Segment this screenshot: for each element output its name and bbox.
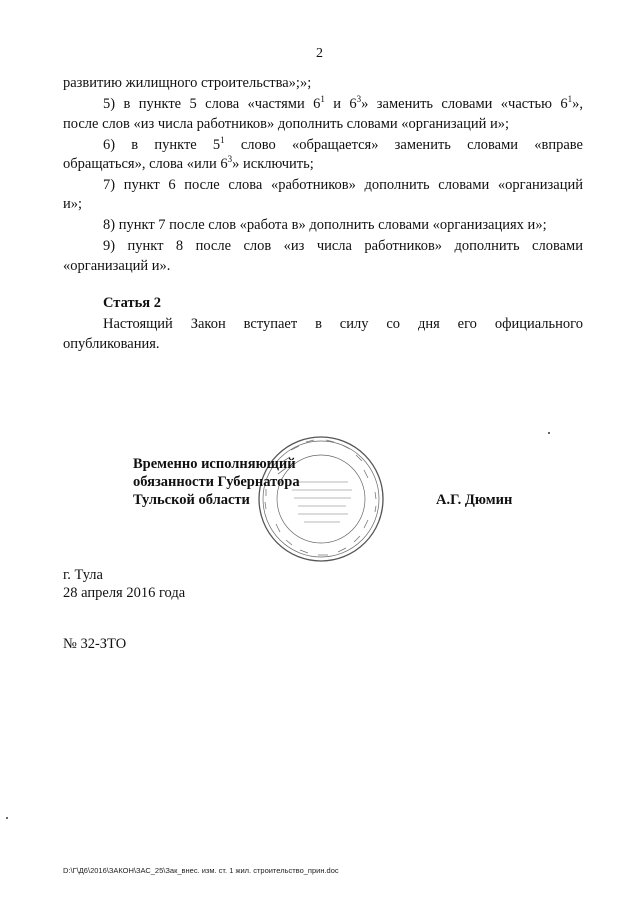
signatory-name: А.Г. Дюмин [436, 492, 513, 508]
amendment-item-6-line2: обращаться», слова «или $6^3$» исключить; [63, 154, 314, 172]
amendment-item-5-line1: 5) в пункте 5 слова «частями $6^1$ и $6^3$» заменить словами «частью $6^1$», [103, 94, 583, 112]
signatory-title-line2: обязанности Губернатора [133, 474, 300, 490]
amendment-item-7-line1: 7) пункт 6 после слова «работников» дополнить словами «организаций [103, 177, 583, 193]
official-seal-stamp [256, 434, 386, 564]
scan-speck [548, 432, 550, 434]
signatory-title-line3: Тульской области [133, 492, 250, 508]
page-number: 2 [316, 46, 323, 61]
scan-speck [6, 817, 8, 819]
article-2-heading: Статья 2 [103, 295, 161, 311]
amendment-item-6-line1: 6) в пункте $5^1$ слово «обращается» заменить словами «вправе [103, 135, 583, 153]
footer-file-path: D:\Г\Д6\2016\ЗАКОН\ЗАС_25\Зак_внес. изм. ст. 1 жил. строительство_прин.doc [63, 866, 339, 875]
amendment-item-9-line1: 9) пункт 8 после слов «из числа работников» дополнить словами [103, 238, 583, 254]
amendment-continuation-line: развитию жилищного строительства»;»; [63, 75, 312, 91]
signing-place: г. Тула [63, 567, 103, 583]
article-2-text-line2: опубликования. [63, 336, 160, 352]
law-number: № 32-ЗТО [63, 636, 127, 652]
amendment-item-9-line2: «организаций и». [63, 258, 171, 274]
amendment-item-8-line1: 8) пункт 7 после слов «работа в» дополнить словами «организациях и»; [103, 217, 547, 233]
article-2-text-line1: Настоящий Закон вступает в силу со дня его официального [103, 316, 583, 332]
signatory-title-line1: Временно исполняющий [133, 456, 296, 472]
amendment-item-7-line2: и»; [63, 196, 83, 212]
signing-date: 28 апреля 2016 года [63, 585, 186, 601]
amendment-item-5-line2: после слов «из числа работников» дополнить словами «организаций и»; [63, 116, 510, 132]
